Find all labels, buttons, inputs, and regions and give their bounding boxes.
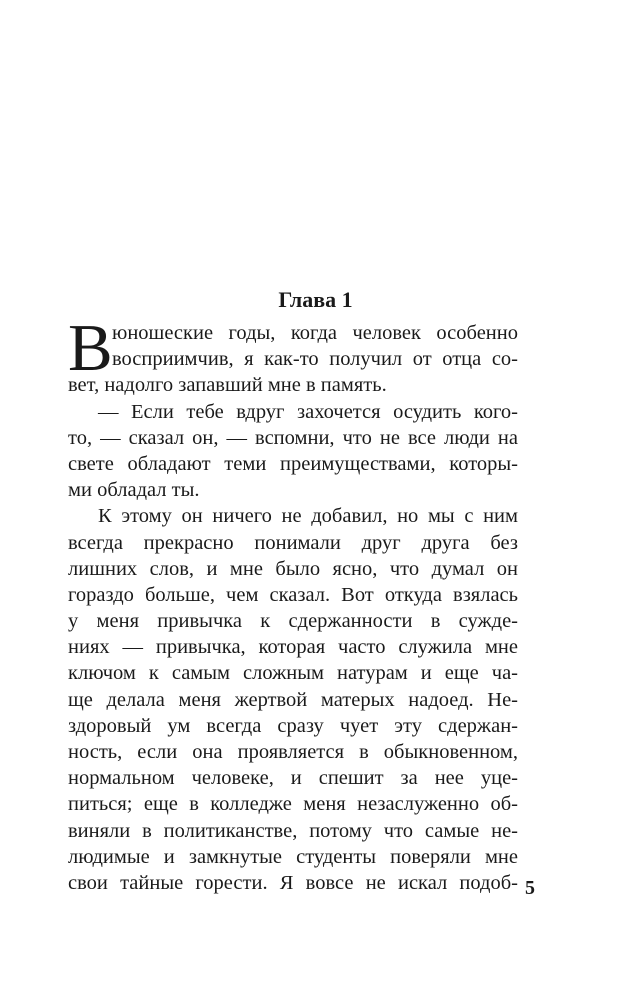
text-line: людимые и замкнутые студенты поверяли мне [68, 845, 518, 868]
chapter-title: Глава 1 [278, 287, 353, 312]
text-line: то, — сказал он, — вспомни, что не все люди на [68, 426, 518, 449]
text-line: здоровый ум всегда сразу чует эту сдержан- [68, 714, 518, 737]
text-line: — Если тебе вдруг захочется осудить кого- [98, 400, 518, 423]
text-line: свете обладают теми преимуществами, которы- [68, 452, 518, 475]
text-line: ще делала меня жертвой матерых надоед. Не- [68, 688, 518, 711]
text-line: ключом к самым сложным натурам и еще ча- [68, 662, 518, 685]
text-line: лишних слов, и мне было ясно, что думал он [68, 557, 518, 580]
text-line: ность, если она проявляется в обыкновенном, [68, 741, 518, 763]
text-line: вет, надолго запавший мне в память. [68, 374, 387, 397]
text-line: гораздо больше, чем сказал. Вот откуда взялась [68, 583, 518, 606]
text-line: ниях — привычка, которая часто служила мне [68, 636, 518, 659]
text-line: питься; еще в колледже меня незаслуженно об- [68, 793, 518, 816]
text-line: юношеские годы, когда человек особенно [112, 322, 518, 344]
text-line: восприимчив, я как-то получил от отца со- [112, 348, 518, 371]
text-line: ми обладал ты. [68, 479, 200, 502]
text-line: у меня привычка к сдержанности в сужде- [68, 610, 518, 633]
text-line: К этому он ничего не добавил, но мы с ним [98, 505, 518, 528]
text-line: виняли в политиканстве, потому что самые не- [68, 819, 518, 842]
text-line: всегда прекрасно понимали друг друга без [68, 531, 518, 554]
body-text [68, 311, 518, 896]
text-line: нормальном человеке, и спешит за нее уце- [68, 767, 518, 790]
drop-cap: В [68, 311, 113, 385]
page-number: 5 [525, 877, 535, 899]
text-line: свои тайные горести. Я вовсе не искал подоб- [68, 871, 518, 894]
